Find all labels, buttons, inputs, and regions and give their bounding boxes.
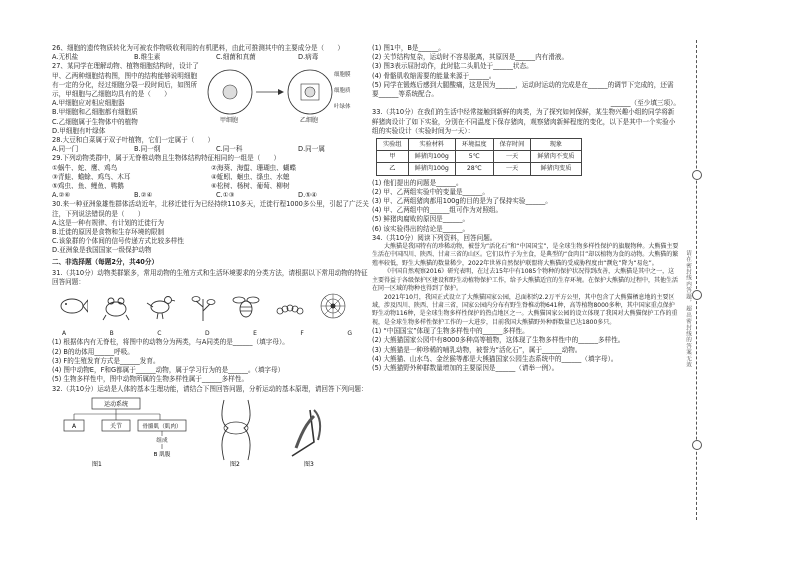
reading-paragraph-1: 大熊猫是我国特有的珍稀动物，被誉为“活化石”和“中国国宝”，是全球生物多样性保护的旗舰物种。大熊猫主要生活在中国四川、陕西、甘肃三省的山区。它们以竹子为主食，是典型的“食肉目”却以植物为食的动物。大熊猫的繁殖率较低，野生大熊猫的数量稀少，2022年世界自然保护联盟将大熊猫的受威胁程度由“濒危”降为“易危”。 bbox=[372, 243, 679, 267]
bird-icon bbox=[145, 289, 175, 323]
q31-item-2: (2) B的幼体用______呼吸。 bbox=[52, 347, 134, 356]
q28-option-b: B.同一纲 bbox=[134, 145, 161, 154]
q28-option-c: C.同一科 bbox=[216, 145, 243, 154]
table-cell: 甲 bbox=[377, 151, 409, 163]
cell-jia-nucleus bbox=[223, 85, 237, 99]
q33-item-1: (1) 他们提出的问题是______。 bbox=[372, 178, 463, 187]
q34-item-1: (1) “中国国宝”体现了生物多样性中的______多样性。 bbox=[372, 327, 529, 336]
label-cytoplasm: 细胞质 bbox=[334, 88, 351, 95]
question-29: 29.下列动物类群中，属于无脊椎动物且生物体结构特征相同的一组是（ ） bbox=[52, 154, 281, 163]
question-26: 26、细胞的遗传物质转化为可被农作物吸收利用的有机肥料，由此可推测其中的主要成分是（ ） bbox=[52, 44, 344, 52]
fig1-muscle-belly-label: B 肌腹 bbox=[153, 451, 171, 458]
fig1-compose-label: 组成 bbox=[156, 437, 168, 444]
experiment-table bbox=[376, 138, 582, 176]
q34-item-2: (2) 大熊猫国家公园中有8000多种高等植物，这体现了生物多样性中的______多样性。 bbox=[372, 336, 625, 345]
binding-hole-icon bbox=[692, 290, 702, 300]
q26-option-a: A.无机盐 bbox=[52, 53, 79, 62]
cell-jia-label: 甲细胞 bbox=[220, 117, 239, 125]
q32-item-5: (5) 同学在锻炼后感到大腿酸痛，这是因为______，运动时运动的完成是在______的调节下完成的，还需要______等系统配合。 bbox=[372, 80, 674, 99]
q28-option-a: A.同一门 bbox=[52, 145, 79, 154]
q31-item-5: (5) 生物多样性中，图中动物所属的生物多样性属于______多样性。 bbox=[52, 375, 249, 384]
q31-item-1: (1) 根据体内有无脊柱，将图中的动物分为两类，与A同类的是______（填字母）。 bbox=[52, 338, 289, 347]
fig1-box-muscle-label: 骨骼肌（肌肉） bbox=[142, 423, 182, 430]
table-cell: 5℃ bbox=[455, 151, 493, 163]
table-cell: 鲜猪肉100g bbox=[408, 163, 455, 175]
table-header: 保存时间 bbox=[493, 139, 531, 151]
animal-label-g: G bbox=[347, 330, 352, 338]
frog-icon bbox=[101, 289, 131, 323]
q29-options-row2 bbox=[52, 173, 370, 182]
label-chloroplast: 叶绿体 bbox=[334, 104, 351, 111]
animal-label-d: D bbox=[204, 330, 210, 338]
q29-item-2: ②海葵、海蜇、珊瑚虫、蝴蝶 bbox=[211, 163, 297, 172]
table-row bbox=[377, 163, 582, 175]
q33-item-4: (4) 甲、乙两组中的______组可作为对照组。 bbox=[372, 206, 503, 215]
q34-item-5: (5) 大熊猫野外种群数量增加的主要原因是______（请举一例）。 bbox=[372, 363, 559, 372]
q34-item-4: (4) 大熊猫、山水鸟、金丝猴等都是大熊猫国家公园生态系统中的______（填字母）。 bbox=[372, 354, 618, 363]
table-cell: 一天 bbox=[493, 163, 531, 175]
q27-option-b: B.甲细胞和乙细胞都有细胞质 bbox=[52, 108, 138, 117]
table-cell: 鲜猪肉100g bbox=[408, 151, 455, 163]
animal-label-c: C bbox=[157, 330, 162, 338]
animal-figures bbox=[58, 289, 348, 329]
table-row bbox=[377, 151, 582, 163]
q32-item-5-cont: ______（至少填三项）。 bbox=[610, 99, 680, 108]
q29-choice-b: B.②④ bbox=[134, 191, 153, 200]
q30-option-a: A.这是一种有规律、有计划的迁徙行为 bbox=[52, 218, 164, 227]
cell-yi-label: 乙细胞 bbox=[300, 117, 319, 125]
animal-label-a: A bbox=[62, 330, 67, 338]
fish-icon bbox=[58, 289, 88, 323]
question-33: 33.（共10分）在我们的生活中经常接触到新鲜的肉类，为了探究如何保鲜，某生物兴趣小组的同学将新鲜猪肉设计了如下实验，分别在不同温度下保存猪肉，观察猪肉新鲜程度的变化，以下是其中一个实验小组的实验设计（实验时间为一天）： bbox=[372, 108, 676, 135]
reading-paragraph-3: 2021年10月，我国正式设立了大熊猫国家公园，总面积约2.2万平方公里，其中包含了大熊猫栖息地的主要区域，涉及四川、陕西、甘肃三省，国家公园内分布有野生脊椎动物641种，高等植物8000多种，其中国家重点保护野生动物116种，是全球生物多样性保护的热点地区之一。大熊猫国家公园的设立体现了我国对大熊猫保护工作的重视，是全球生物多样性保护工作的一大进步，目前我国大熊猫野外种群数量已达1800多只。 bbox=[372, 293, 678, 326]
q32-item-1: (1) 图1中，B是______。 bbox=[372, 44, 445, 52]
q26-option-b: B.维生素 bbox=[134, 53, 161, 62]
q30-option-b: B.迁徙的原因是食物和生存环境的限制 bbox=[52, 228, 165, 237]
table-cell: 鲜猪肉变质 bbox=[531, 163, 581, 175]
binding-hole-icon bbox=[692, 440, 702, 450]
q29-item-6: ⑥松树、杨树、葡萄、柳树 bbox=[211, 182, 290, 191]
q26-option-c: C.细菌和真菌 bbox=[216, 53, 256, 62]
table-header: 实验材料 bbox=[408, 139, 455, 151]
fig1-root-label: 运动系统 bbox=[103, 400, 129, 408]
question-30: 30.来一种亚洲象雄性群体活动近年，北移迁徙行为已经持续110多天，迁徙行程1000多公里，引起了广泛关注，下列说法错误的是（ ） bbox=[52, 200, 369, 218]
table-cell: 乙 bbox=[377, 163, 409, 175]
q29-options-row3 bbox=[52, 182, 370, 191]
question-27: 27、某同学在理解动物、植物细胞结构时，设计了甲、乙两种细胞结构图，图中的结构能够说明细胞有一定的分化，经过细胞分裂一段时间后，如图所示，甲细胞与乙细胞均具有的是（ ） bbox=[52, 62, 199, 99]
question-34: 34.（共10分）阅读下列资料，回答问题。 bbox=[372, 233, 497, 242]
label-membrane: 细胞膜 bbox=[334, 72, 351, 79]
animal-label-e: E bbox=[253, 330, 257, 338]
arrow-head-icon bbox=[278, 89, 284, 95]
q26-option-d: D.病毒 bbox=[298, 53, 319, 62]
movement-diagrams bbox=[52, 396, 370, 468]
caterpillar-icon bbox=[275, 289, 305, 323]
q31-item-4: (4) 图中动物E，F和G都属于______动物，属于学习行为的是______。（填字母） bbox=[52, 366, 285, 375]
q30-option-c: C.该象群的个体间的信号传递方式比较多样性 bbox=[52, 237, 184, 246]
q27-option-d: D.甲细胞有叶绿体 bbox=[52, 126, 106, 135]
q27-block bbox=[52, 62, 370, 136]
q27-option-a: A.甲细胞应对相应细胞器 bbox=[52, 99, 125, 108]
q29-item-3: ③青蛙、蟾蜍、鸡鸟、木耳 bbox=[52, 172, 131, 181]
q27-text-area bbox=[52, 62, 202, 136]
fig1-branches bbox=[74, 409, 160, 420]
seal-line-note: 请在密封线内答题，超出密封线的答案无效 bbox=[685, 250, 691, 368]
animal-label-f: F bbox=[300, 330, 304, 338]
spider-web-icon bbox=[318, 289, 348, 323]
table-header: 环境温度 bbox=[455, 139, 493, 151]
table-header: 现象 bbox=[531, 139, 581, 151]
question-28: 28.大豆和白菜属于双子叶植物，它们一定属于（ ） bbox=[52, 136, 215, 145]
q32-item-3: (3) 图3表示屈肘动作，此时肱二头肌处于______状态。 bbox=[372, 62, 533, 71]
q29-choice-a: A.②⑥ bbox=[52, 191, 71, 200]
q33-item-3: (3) 甲、乙两组猪肉都用100g的目的是为了保持实验______。 bbox=[372, 197, 552, 206]
fig1-box-a-label: A bbox=[71, 422, 77, 430]
q29-choice-d: D.⑤④ bbox=[298, 191, 317, 200]
fig2-caption: 图2 bbox=[230, 460, 240, 468]
q29-item-5: ⑤鸡虫、鱼、鲤鱼、鸭鹅 bbox=[52, 182, 124, 191]
q27-option-c: C.乙细胞属于生物体中的植物 bbox=[52, 117, 138, 126]
table-cell: 28℃ bbox=[455, 163, 493, 175]
q30-option-d: D.亚洲象是我国国家一级保护动物 bbox=[52, 246, 152, 255]
q33-item-5: (5) 鲜猪肉腐败的原因是______。 bbox=[372, 215, 470, 224]
q32-item-4: (4) 骨骼肌收缩需要的能量来源于______。 bbox=[372, 71, 496, 80]
binding-hole-icon bbox=[692, 170, 702, 180]
right-column bbox=[372, 44, 680, 373]
q28-option-d: D.同一属 bbox=[298, 145, 325, 154]
fig3-caption: 图3 bbox=[304, 460, 314, 468]
cell-yi-nucleus bbox=[305, 87, 315, 97]
fig3-triceps bbox=[314, 410, 320, 440]
question-32: 32.（共10分）运动是人体的基本生理功能，请结合下图回答问题，分析运动的基本原理，请回答下列问题： bbox=[52, 384, 368, 393]
left-column bbox=[52, 44, 370, 468]
plant-bug-icon bbox=[188, 289, 218, 323]
q29-choice-c: C.①③ bbox=[216, 191, 235, 200]
fig1-box-joint-label: 关节 bbox=[109, 422, 123, 430]
animal-label-b: B bbox=[109, 330, 114, 338]
section-2-heading: 二、非选择题（每题2分，共40分） bbox=[52, 257, 159, 266]
q32-figures bbox=[52, 396, 370, 468]
table-cell: 一天 bbox=[493, 151, 531, 163]
table-header-row bbox=[377, 139, 582, 151]
fig1-caption: 图1 bbox=[92, 460, 102, 468]
bee-icon bbox=[231, 289, 261, 323]
cell-diagram bbox=[202, 62, 362, 124]
q33-item-2: (2) 甲、乙两组实验中的变量是______。 bbox=[372, 187, 489, 196]
q29-options-row1 bbox=[52, 164, 370, 173]
q33-item-6: (6) 该实验得出的结论是______。 bbox=[372, 224, 470, 233]
table-header: 实验组 bbox=[377, 139, 409, 151]
q34-item-3: (3) 大熊猫是一种珍稀的哺乳动物，被誉为“活化石”，属于______动物。 bbox=[372, 345, 582, 354]
q29-item-4: ④蚯蚓、蛔虫、绦虫、水螅 bbox=[211, 172, 290, 181]
binding-margin bbox=[686, 40, 708, 520]
reading-paragraph-2: 《中国自然观察2016》研究表明，在过去15年中有1085个物种的保护状况得到改善，大熊猫是其中之一，这主要得益于各级保护区建设和野生动植物保护工作，给予大熊猫适宜的生存环境。在保护大熊猫的过程中，其他生活在同一区域的物种也得到了保护。 bbox=[372, 268, 679, 293]
question-31: 31.（共10分）动物类群繁多，常用动物的生殖方式和生活环境要求的分类方法，请根据以下常用动物的特征回答问题： bbox=[52, 268, 368, 287]
q31-item-3: (3) F的生殖发育方式是______发育。 bbox=[52, 356, 160, 365]
q29-item-1: ①蜗牛、蛇、鹰、鸡鸟 bbox=[52, 163, 118, 172]
q32-item-2: (2) 关节结构复杂，运动时不容易脱离，其原因是______内有滑液。 bbox=[372, 53, 569, 62]
table-cell: 鲜猪肉不变质 bbox=[531, 151, 581, 163]
